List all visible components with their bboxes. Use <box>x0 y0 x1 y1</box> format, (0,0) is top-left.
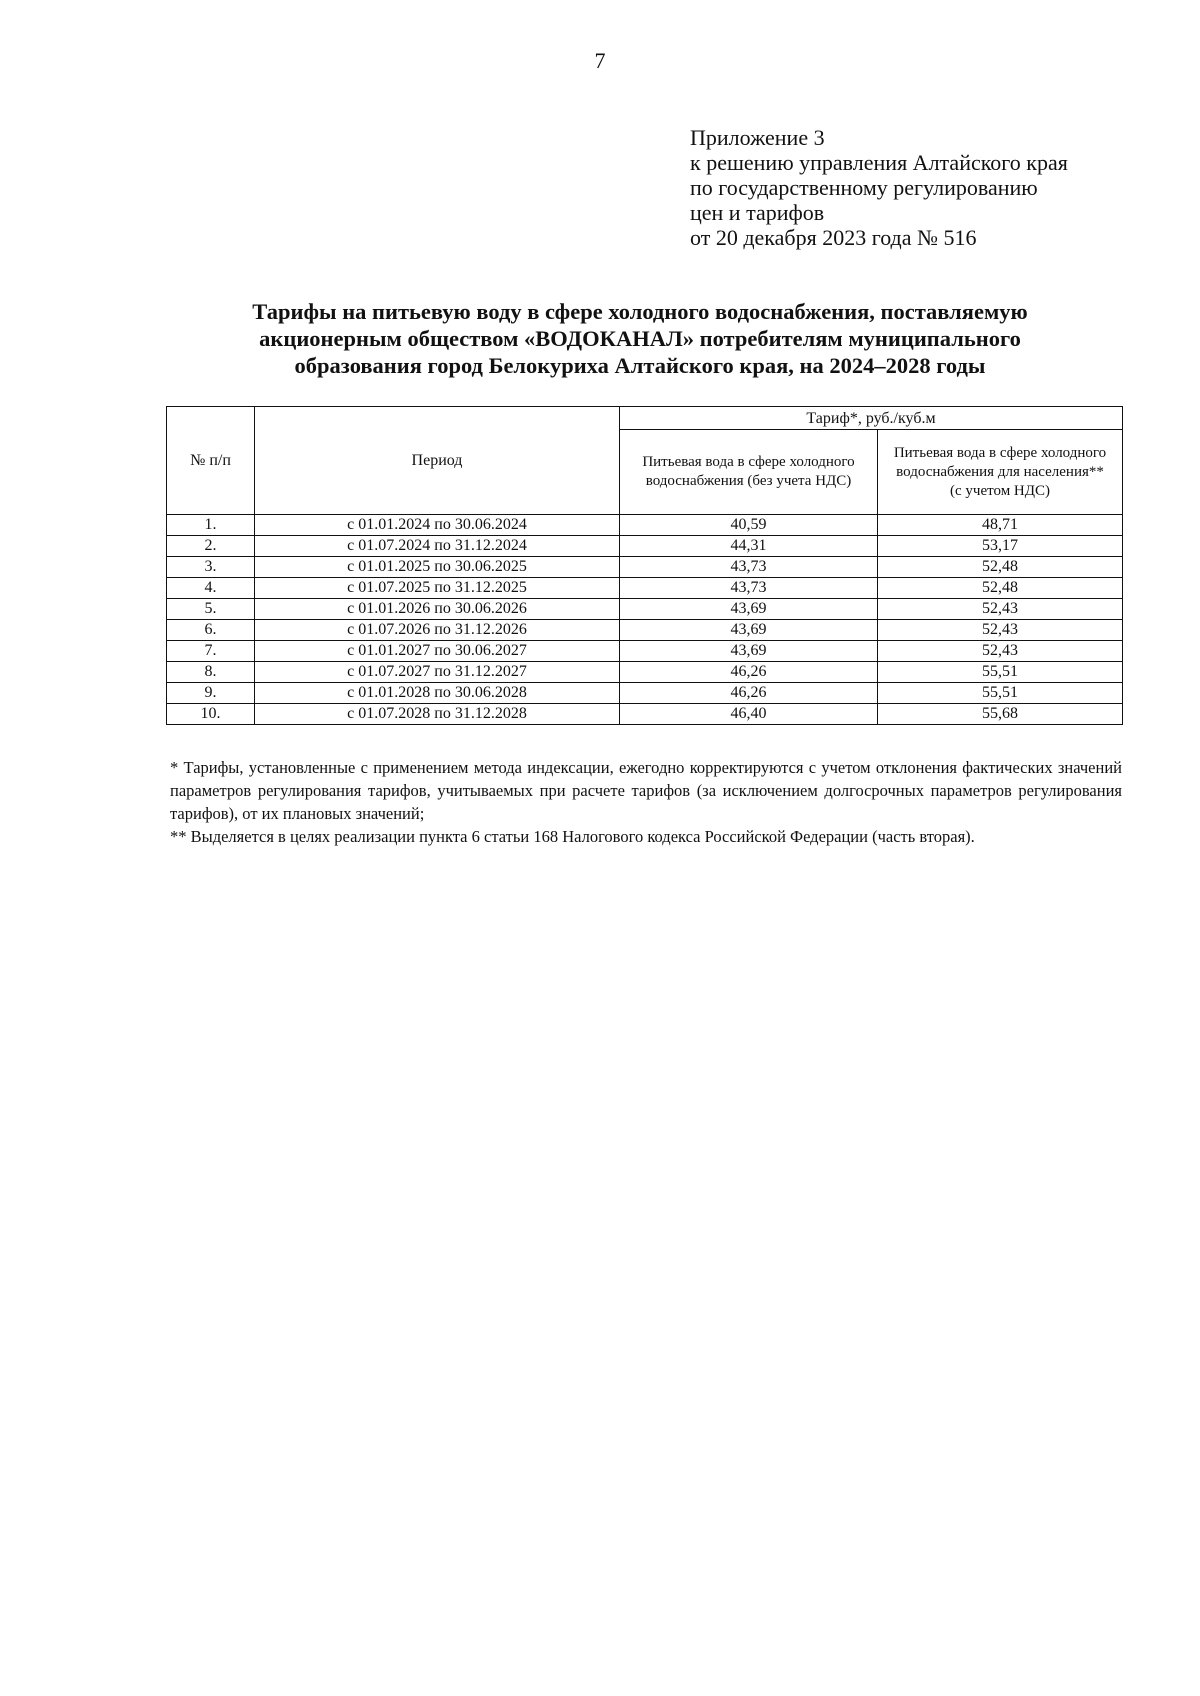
cell-tariff-population: 52,43 <box>878 641 1123 662</box>
cell-tariff-no-vat: 46,26 <box>620 683 878 704</box>
cell-tariff-population: 52,48 <box>878 557 1123 578</box>
cell-tariff-no-vat: 46,26 <box>620 662 878 683</box>
annex-line: цен и тарифов <box>690 200 825 225</box>
title-line: акционерным обществом «ВОДОКАНАЛ» потребителям муниципального <box>259 326 1021 351</box>
annex-line: по государственному регулированию <box>690 175 1038 200</box>
footnote-1: * Тарифы, установленные с применением метода индексации, ежегодно корректируются с учетом отклонения фактических значений параметров регулирования тарифов, учитываемых при расчете тарифов (за исключением долгосрочных параметров регулирования тарифов), от их плановых значений; <box>170 758 1122 823</box>
cell-period: с 01.07.2026 по 31.12.2026 <box>255 620 620 641</box>
cell-number: 10. <box>167 704 255 725</box>
cell-number: 9. <box>167 683 255 704</box>
table-row <box>167 515 1123 536</box>
cell-period: с 01.01.2024 по 30.06.2024 <box>255 515 620 536</box>
table-row <box>167 641 1123 662</box>
col-header-tariff-group: Тариф*, руб./куб.м <box>620 407 1123 430</box>
document-title <box>200 298 1080 379</box>
cell-number: 2. <box>167 536 255 557</box>
cell-period: с 01.01.2026 по 30.06.2026 <box>255 599 620 620</box>
cell-tariff-population: 52,43 <box>878 620 1123 641</box>
table-row <box>167 578 1123 599</box>
cell-tariff-no-vat: 43,73 <box>620 557 878 578</box>
cell-tariff-population: 52,48 <box>878 578 1123 599</box>
title-line: образования город Белокуриха Алтайского края, на 2024–2028 годы <box>294 353 986 378</box>
title-line: Тарифы на питьевую воду в сфере холодного водоснабжения, поставляемую <box>252 299 1028 324</box>
cell-period: с 01.07.2024 по 31.12.2024 <box>255 536 620 557</box>
annex-line: Приложение 3 <box>690 125 825 150</box>
cell-period: с 01.01.2025 по 30.06.2025 <box>255 557 620 578</box>
cell-tariff-no-vat: 43,69 <box>620 620 878 641</box>
table-row <box>167 620 1123 641</box>
cell-tariff-no-vat: 44,31 <box>620 536 878 557</box>
page-number: 7 <box>594 48 606 73</box>
cell-number: 4. <box>167 578 255 599</box>
footnotes <box>170 756 1122 848</box>
cell-tariff-no-vat: 46,40 <box>620 704 878 725</box>
tariff-table <box>166 406 1123 725</box>
cell-tariff-population: 53,17 <box>878 536 1123 557</box>
tariff-rows <box>167 515 1123 725</box>
col-header-tariff-no-vat: Питьевая вода в сфере холодного водоснабжения (без учета НДС) <box>620 430 878 515</box>
col-header-period: Период <box>255 407 620 515</box>
cell-number: 3. <box>167 557 255 578</box>
cell-number: 8. <box>167 662 255 683</box>
table-row <box>167 536 1123 557</box>
table-row <box>167 704 1123 725</box>
cell-tariff-population: 55,51 <box>878 662 1123 683</box>
cell-tariff-population: 55,51 <box>878 683 1123 704</box>
table-row <box>167 557 1123 578</box>
table-row <box>167 683 1123 704</box>
col-header-tariff-population-line: Питьевая вода в сфере холодного водоснабжения для населения** <box>893 444 1107 480</box>
cell-tariff-population: 52,43 <box>878 599 1123 620</box>
cell-number: 5. <box>167 599 255 620</box>
col-header-tariff-population <box>878 430 1123 515</box>
cell-period: с 01.07.2027 по 31.12.2027 <box>255 662 620 683</box>
cell-tariff-no-vat: 43,69 <box>620 599 878 620</box>
cell-period: с 01.01.2028 по 30.06.2028 <box>255 683 620 704</box>
cell-period: с 01.07.2028 по 31.12.2028 <box>255 704 620 725</box>
cell-tariff-no-vat: 43,73 <box>620 578 878 599</box>
table-row <box>167 599 1123 620</box>
cell-period: с 01.01.2027 по 30.06.2027 <box>255 641 620 662</box>
annex-line: от 20 декабря 2023 года № 516 <box>690 225 977 250</box>
annex-line: к решению управления Алтайского края <box>690 150 1068 175</box>
annex-header <box>690 125 1068 250</box>
cell-period: с 01.07.2025 по 31.12.2025 <box>255 578 620 599</box>
cell-tariff-population: 48,71 <box>878 515 1123 536</box>
footnote-2: ** Выделяется в целях реализации пункта 6 статьи 168 Налогового кодекса Российской Федерации (часть вторая). <box>170 827 975 846</box>
cell-tariff-population: 55,68 <box>878 704 1123 725</box>
cell-number: 1. <box>167 515 255 536</box>
col-header-number: № п/п <box>167 407 255 515</box>
table-row <box>167 662 1123 683</box>
cell-number: 7. <box>167 641 255 662</box>
cell-number: 6. <box>167 620 255 641</box>
cell-tariff-no-vat: 43,69 <box>620 641 878 662</box>
col-header-tariff-population-vat: (с учетом НДС) <box>950 482 1050 499</box>
cell-tariff-no-vat: 40,59 <box>620 515 878 536</box>
